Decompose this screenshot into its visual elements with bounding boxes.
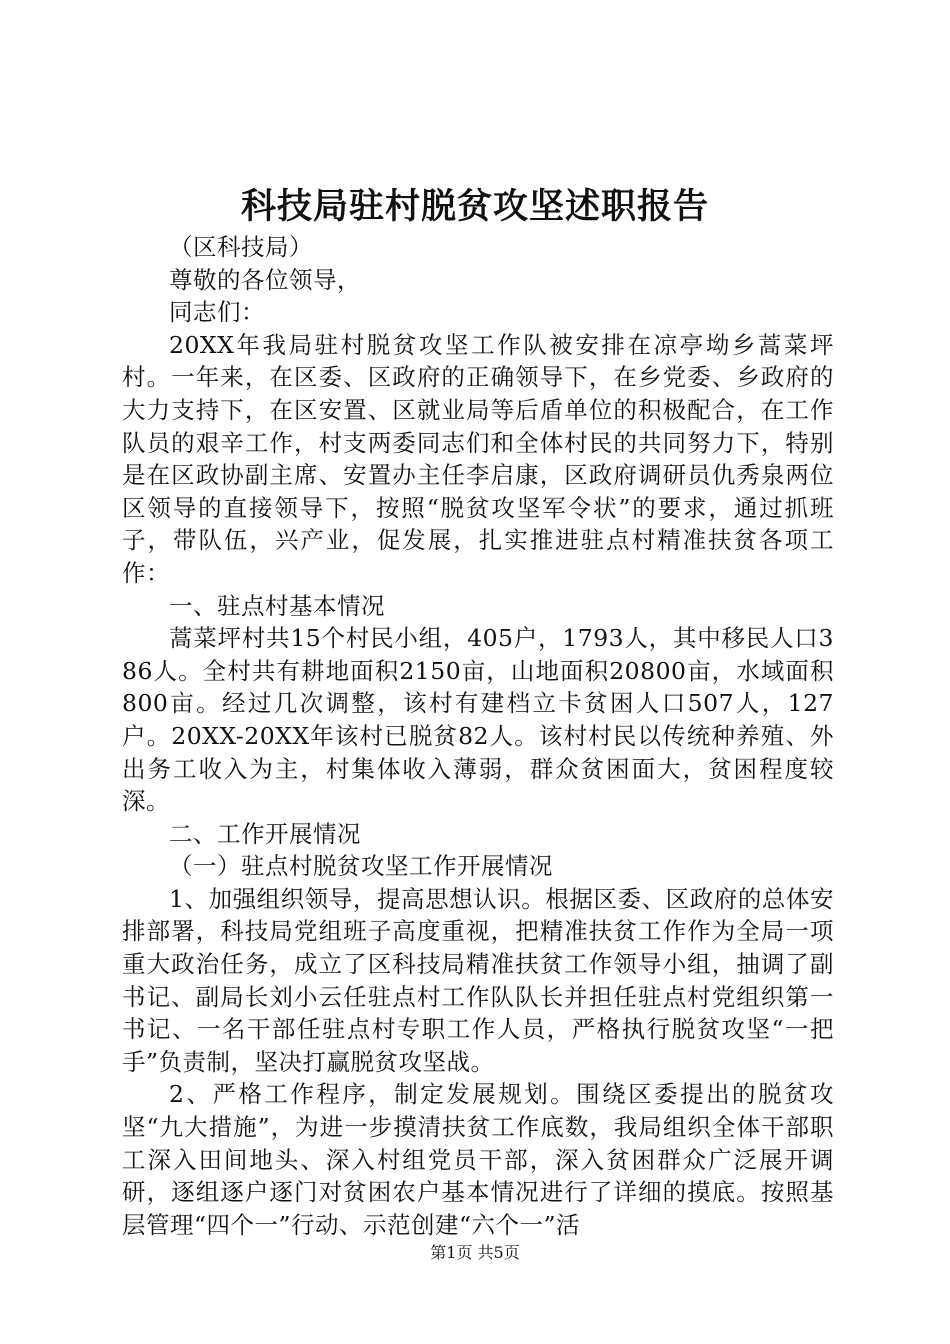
paragraph-basic-info: 蒿菜坪村共15个村民小组，405户，1793人，其中移民人口386人。全村共有耕地面积2150亩，山地面积20800亩，水域面积800亩。经过几次调整，该村有建档立卡贫困人口507人，127户。20XX-20XX年该村已脱贫82人。该村村民以传统种养殖、外出务工收入为主，村集体收入薄弱，群众贫困面大，贫困程度较深。 bbox=[122, 624, 834, 816]
paragraph-intro: 20XX年我局驻村脱贫攻坚工作队被安排在凉亭坳乡蒿菜坪村。一年来，在区委、区政府的正确领导下，在乡党委、乡政府的大力支持下，在区安置、区就业局等后盾单位的积极配合，在工作队员的艰辛工作，村支两委同志们和全体村民的共同努力下，特别是在区政协副主席、安置办主任李启康，区政府调研员仇秀泉两位区领导的直接领导下，按照“脱贫攻坚军令状”的要求，通过抓班子，带队伍，兴产业，促发展，扎实推进驻点村精准扶贫各项工作： bbox=[122, 330, 834, 587]
page-footer: 第1页 共5页 bbox=[430, 1243, 520, 1262]
paragraph-salutation-2: 同志们： bbox=[169, 298, 265, 327]
paragraph-issuer: （区科技局） bbox=[169, 233, 313, 261]
paragraph-item-2: 2、严格工作程序，制定发展规划。围绕区委提出的脱贫攻坚“九大措施”，为进一步摸清扶贫工作底数，我局组织全体干部职工深入田间地头、深入村组党员干部，深入贫困群众广泛展开调研，逐组逐户逐门对贫困农户基本情况进行了详细的摸底。按照基层管理“四个一”行动、示范创建“六个一”活 bbox=[122, 1080, 834, 1239]
document-body bbox=[122, 231, 834, 1241]
section-heading-2: 二、工作开展情况 bbox=[169, 819, 361, 848]
document-title: 科技局驻村脱贫攻坚述职报告 bbox=[240, 186, 709, 227]
subsection-heading-1: （一）驻点村脱贫攻坚工作开展情况 bbox=[169, 852, 553, 881]
paragraph-item-1: 1、加强组织领导，提高思想认识。根据区委、区政府的总体安排部署，科技局党组班子高度重视，把精准扶贫工作作为全局一项重大政治任务，成立了区科技局精准扶贫工作领导小组，抽调了副书记、副局长刘小云任驻点村工作队队长并担任驻点村党组织第一书记、一名干部任驻点村专职工作人员，严格执行脱贫攻坚“一把手”负责制，坚决打赢脱贫攻坚战。 bbox=[122, 884, 834, 1076]
paragraph-salutation: 尊敬的各位领导， bbox=[169, 265, 361, 294]
section-heading-1: 一、驻点村基本情况 bbox=[169, 591, 385, 620]
